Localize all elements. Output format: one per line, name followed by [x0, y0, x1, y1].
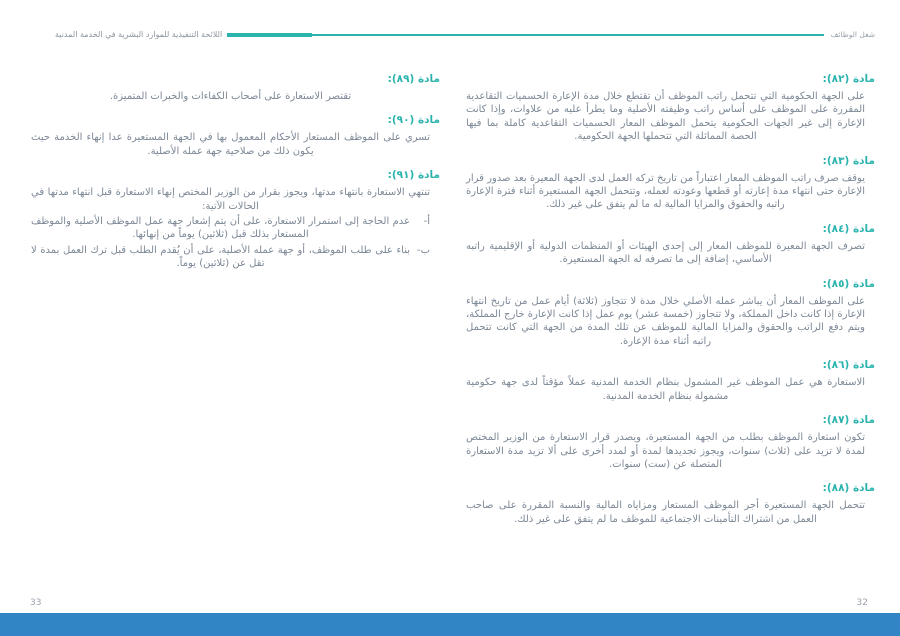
- page-33-column: [25, 72, 440, 281]
- article: [460, 72, 875, 144]
- article-title: مادة (٩١):: [387, 169, 440, 182]
- article-title: مادة (٨٥):: [822, 277, 875, 290]
- article: [460, 413, 875, 471]
- article-title: مادة (٨٦):: [822, 359, 875, 372]
- article-body: [460, 499, 875, 526]
- list-item-text: بناء على طلب الموظف، أو جهة عمله الأصلية، على أن يُقدم الطلب قبل ترك العمل بمدة لا تقل عن (ثلاثين) يوماً.: [31, 244, 410, 270]
- header-rule-line: [312, 34, 824, 36]
- article-body: [460, 240, 875, 267]
- paragraph: تسري على الموظف المستعار الأحكام المعمول بها في الجهة المستعيرة عدا إنهاء الخدمة حيث يكون ذلك من صلاحية جهة عمله الأصلية.: [31, 132, 430, 157]
- article: [460, 277, 875, 349]
- article: [460, 222, 875, 267]
- article-title: مادة (٨٢):: [822, 73, 875, 85]
- list-marker: أ-: [423, 216, 430, 228]
- page-32-articles: [460, 72, 875, 526]
- article-body: [25, 90, 440, 103]
- list-item-text: عدم الحاجة إلى استمرار الاستعارة، على أن يتم إشعار جهة عمل الموظف الأصلية والموظف المستعار بذلك قبل (ثلاثين) يوماً من إنهائها.: [31, 216, 410, 241]
- header-document-title: اللائحة التنفيذية للموارد البشرية في الخدمة المدنية: [55, 30, 223, 39]
- paragraph: على الجهة الحكومية التي تتحمل راتب الموظف أن تقتطع خلال مدة الإعارة الحسميات التقاعدية المقررة على الموظف على أساس راتب وظيفته الأصلية وما يطرأ عليه من علاوات، وإذا كانت الإعارة إلى غير الجهات الحكومية يتحمل الموظف المعار الحسميات التقاعدية كاملة بما فيها الحصة المماثلة التي تتحملها الجهة الحكومية.: [466, 91, 865, 143]
- paragraph: على الموظف المعار أن يباشر عمله الأصلي خلال مدة لا تتجاوز (ثلاثة) أيام عمل من تاريخ انتهاء الإعارة إذا كانت داخل المملكة، ولا تتجاوز (خمسة عشر) يوم عمل إذا كانت الإعارة خارج المملكة، ويتم دفع الراتب والحقوق والمزايا المالية للموظف عن تلك المدة من الجهة التي كانت تتحمل راتبه أثناء مدة الإعارة.: [466, 295, 865, 347]
- article: [25, 72, 440, 103]
- paragraph: تكون استعارة الموظف بطلب من الجهة المستعيرة، ويصدر قرار الاستعارة من الوزير المختص لمدة لا تزيد على (ثلاث) سنوات، ويجوز تجديدها لمدة أو لمدد أخرى على ألا تزيد مدة الاستعارة المتصلة عن (ست) سنوات.: [466, 432, 865, 470]
- paragraph: تصرف الجهة المعيرة للموظف المعار إلى إحدى الهيئات أو المنظمات الدولية أو الإقليمية راتبه الأساسي، إضافة إلى ما تصرفه له الجهة المستعيرة.: [466, 240, 865, 266]
- article: [25, 168, 440, 270]
- article-body: [460, 295, 875, 349]
- page-33-articles: [25, 72, 440, 271]
- article: [460, 358, 875, 403]
- article-title: مادة (٨٨):: [822, 482, 875, 495]
- page-32-column: [460, 72, 875, 536]
- paragraph: تتحمل الجهة المستعيرة أجر الموظف المستعار ومزاياه المالية والنسبة المقررة على صاحب العمل من اشتراك التأمينات الاجتماعية للموظف ما لم يتفق على غير ذلك.: [466, 500, 865, 525]
- article-body: [25, 186, 440, 270]
- paragraph: الاستعارة هي عمل الموظف غير المشمول بنظام الخدمة المدنية عملاً مؤقتاً لدى جهة حكومية مشمولة بنظام الخدمة المدنية.: [466, 377, 865, 402]
- article: [25, 113, 440, 158]
- list-item: [31, 215, 430, 242]
- article-title: مادة (٩٠):: [387, 114, 440, 127]
- paragraph: يوقف صرف راتب الموظف المعار اعتباراً من تاريخ تركه العمل لدى الجهة المعيرة بعد صدور قرار الإعارة حتى انتهاء مدة إعارته أو قطعها وعودته لعمله، وتتحمل الجهة المستعيرة أثناء فترة الإعارة راتبه والحقوق والمزايا المالية له ما لم يتفق على غير ذلك.: [466, 172, 865, 211]
- list-item: [31, 244, 430, 271]
- page-number-right: 32: [856, 598, 868, 608]
- article-body: [25, 131, 440, 158]
- article-body: [460, 431, 875, 471]
- page-number-left: 33: [30, 598, 42, 608]
- article: [460, 481, 875, 526]
- article-body: [460, 90, 875, 144]
- article-title: مادة (٨٩):: [387, 73, 440, 85]
- article-title: مادة (٨٧):: [822, 414, 875, 427]
- article-body: [460, 376, 875, 403]
- header-accent-dash: [227, 33, 312, 37]
- article-title: مادة (٨٣):: [822, 154, 875, 167]
- header-section-title: شغل الوظائف: [830, 30, 875, 39]
- paragraph: تنتهي الاستعارة بانتهاء مدتها، ويجوز بقرار من الوزير المختص إنهاء الاستعارة قبل انتهاء مدتها في الحالات الآتية:: [31, 187, 430, 212]
- article-title: مادة (٨٤):: [822, 222, 875, 235]
- list-marker: ب-: [416, 244, 430, 256]
- paragraph: تقتصر الاستعارة على أصحاب الكفاءات والخبرات المتميزة.: [109, 91, 352, 102]
- footer-accent-bar: [0, 613, 900, 636]
- running-header: [55, 28, 875, 42]
- article: [460, 154, 875, 212]
- article-body: [460, 172, 875, 212]
